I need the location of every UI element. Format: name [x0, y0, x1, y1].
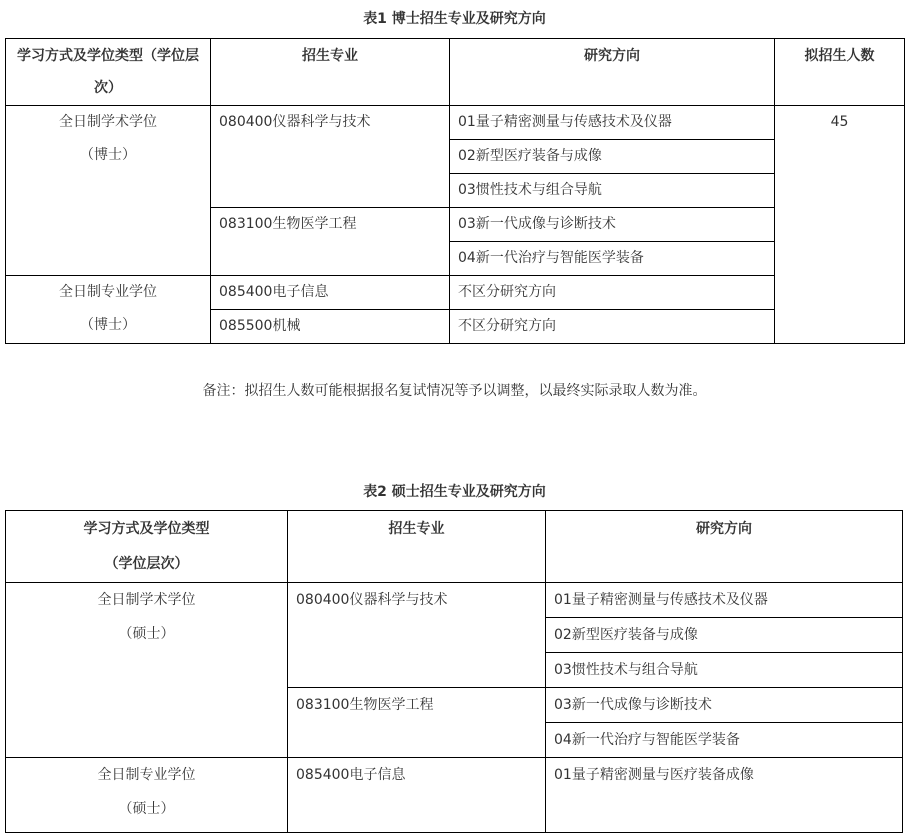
- major-cell: 080400仪器科学与技术: [211, 106, 450, 208]
- direction-cell: 不区分研究方向: [450, 276, 775, 310]
- direction-cell: 03新一代成像与诊断技术: [546, 688, 903, 723]
- quota-cell: 45: [775, 106, 905, 344]
- header-mode: 学习方式及学位类型 （学位层次）: [6, 511, 288, 583]
- direction-cell: 01量子精密测量与医疗装备成像: [546, 758, 903, 833]
- table-row: [6, 758, 903, 833]
- table2-caption: 表2 硕士招生专业及研究方向: [363, 484, 546, 500]
- mode-cell: 全日制学术学位 （硕士）: [6, 583, 288, 758]
- major-cell: 085400电子信息: [288, 758, 546, 833]
- header-major: 招生专业: [211, 39, 450, 106]
- phd-programs-table: [5, 38, 905, 344]
- major-cell: 083100生物医学工程: [288, 688, 546, 758]
- header-direction: 研究方向: [546, 511, 903, 583]
- mode-cell: 全日制专业学位 （博士）: [6, 276, 211, 344]
- table-header-row: [6, 511, 903, 583]
- mode-cell: 全日制学术学位 （博士）: [6, 106, 211, 276]
- mode-cell: 全日制专业学位 （硕士）: [6, 758, 288, 833]
- direction-cell: 04新一代治疗与智能医学装备: [450, 242, 775, 276]
- table-row: [6, 583, 903, 618]
- direction-cell: 01量子精密测量与传感技术及仪器: [450, 106, 775, 140]
- table1-caption: 表1 博士招生专业及研究方向: [363, 11, 546, 27]
- major-cell: 085400电子信息: [211, 276, 450, 310]
- major-cell: 083100生物医学工程: [211, 208, 450, 276]
- direction-cell: 03惯性技术与组合导航: [450, 174, 775, 208]
- table-row: [6, 276, 905, 310]
- direction-cell: 03新一代成像与诊断技术: [450, 208, 775, 242]
- direction-cell: 01量子精密测量与传感技术及仪器: [546, 583, 903, 618]
- direction-cell: 02新型医疗装备与成像: [546, 618, 903, 653]
- masters-programs-table: [5, 510, 903, 833]
- header-direction: 研究方向: [450, 39, 775, 106]
- direction-cell: 03惯性技术与组合导航: [546, 653, 903, 688]
- direction-cell: 不区分研究方向: [450, 310, 775, 344]
- table-row: [6, 106, 905, 140]
- header-major: 招生专业: [288, 511, 546, 583]
- direction-cell: 04新一代治疗与智能医学装备: [546, 723, 903, 758]
- table-header-row: [6, 39, 905, 106]
- remark-note: 备注：拟招生人数可能根据报名复试情况等予以调整，以最终实际录取人数为准。: [202, 383, 707, 399]
- direction-cell: 02新型医疗装备与成像: [450, 140, 775, 174]
- major-cell: 080400仪器科学与技术: [288, 583, 546, 688]
- major-cell: 085500机械: [211, 310, 450, 344]
- header-mode: 学习方式及学位类型（学位层 次）: [6, 39, 211, 106]
- header-quota: 拟招生人数: [775, 39, 905, 106]
